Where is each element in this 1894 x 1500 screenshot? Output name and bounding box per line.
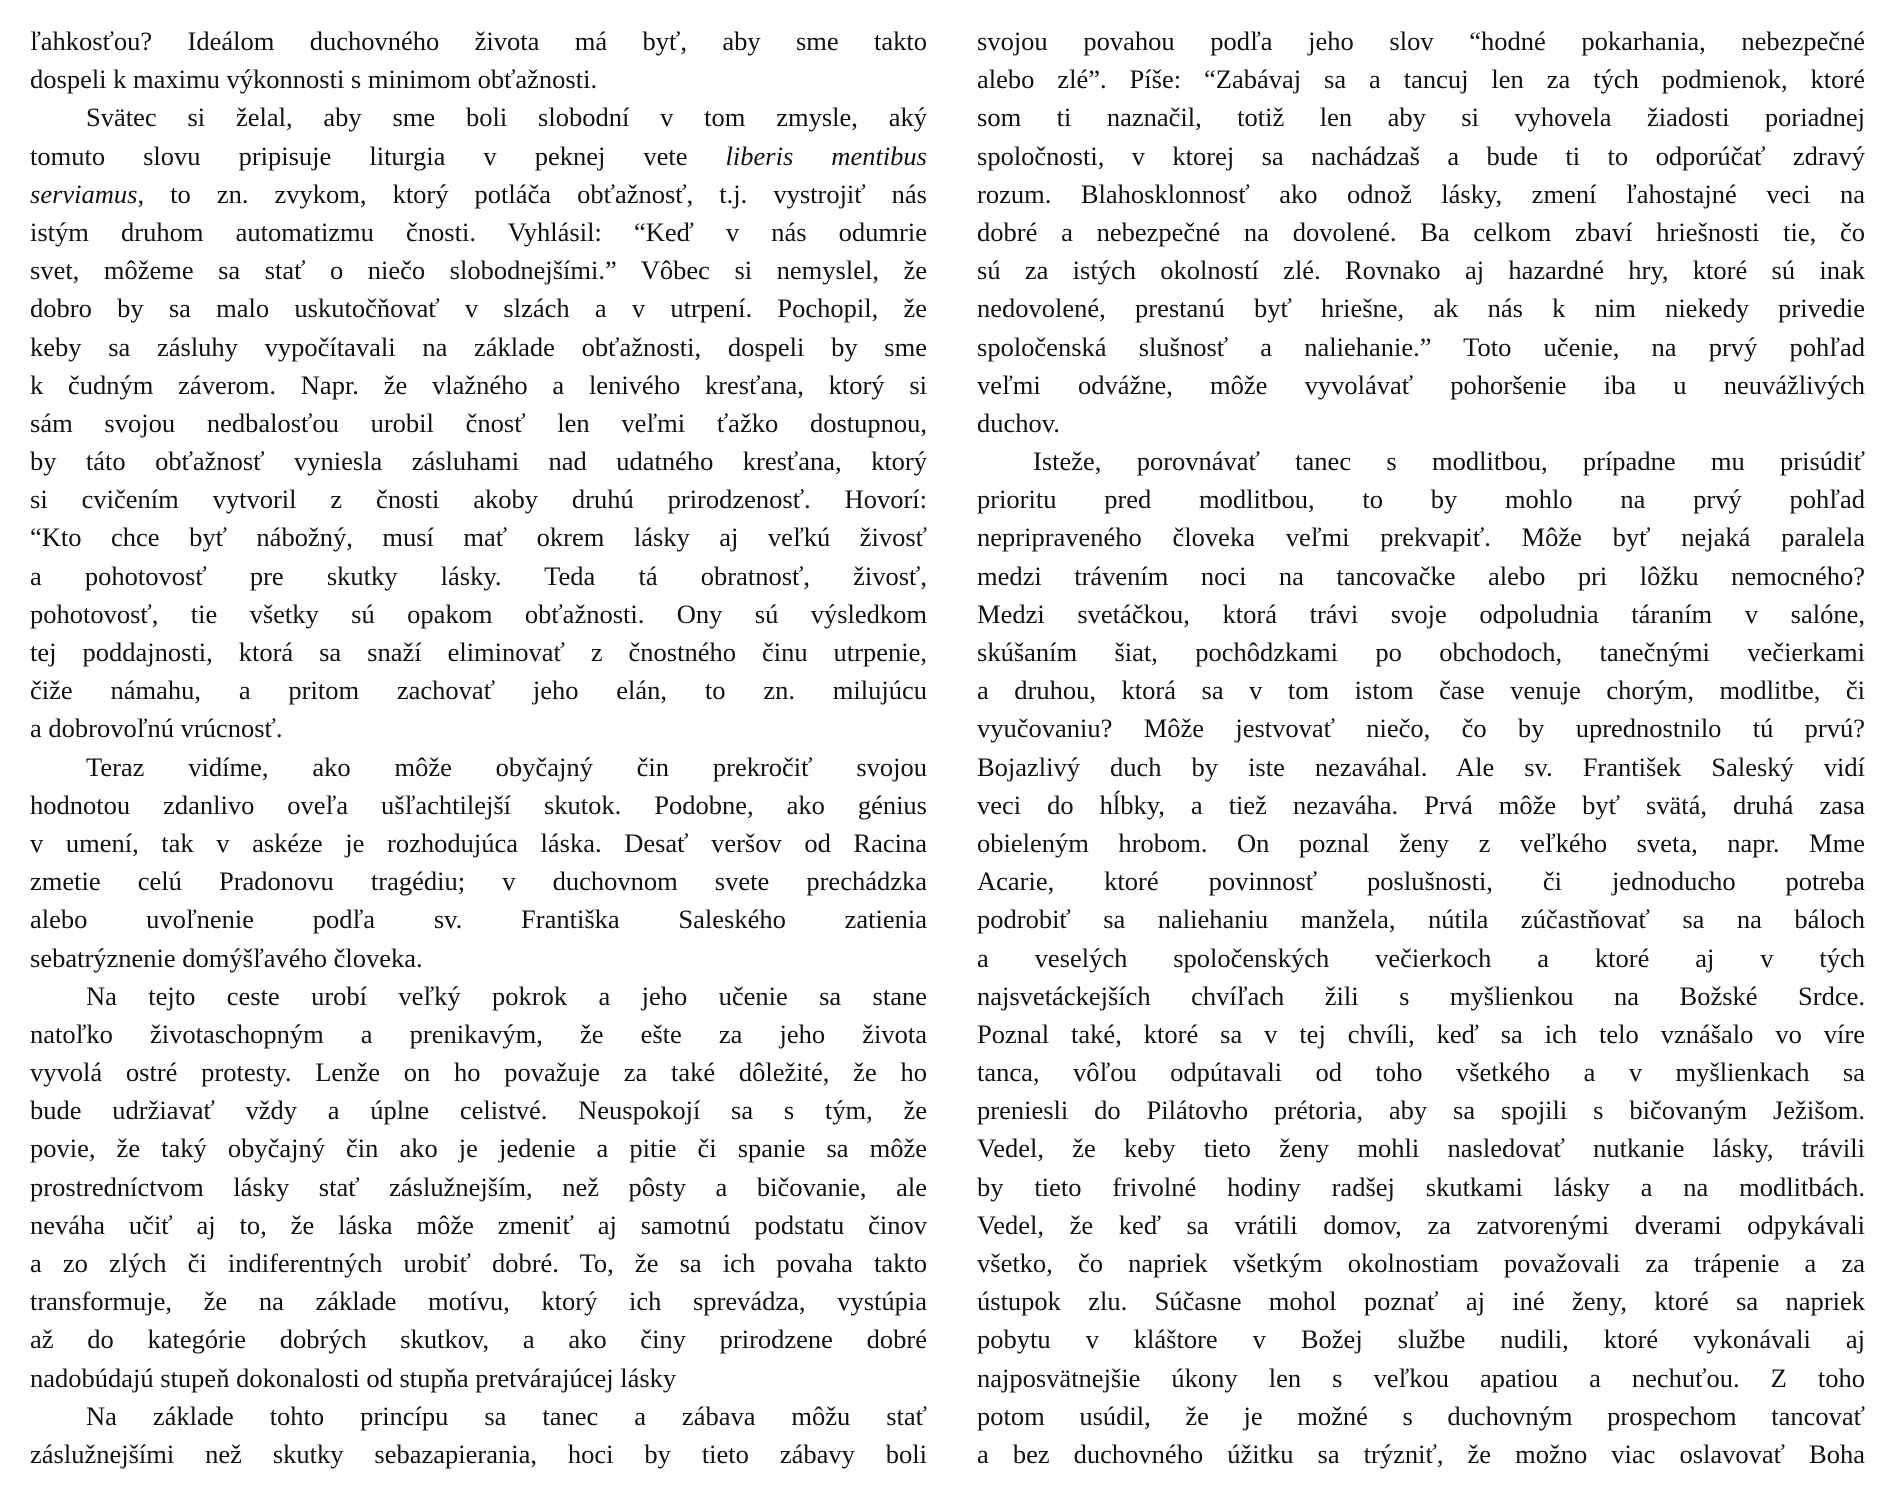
line-text: prostredníctvom lásky stať záslužnejším, než pôsty a bičovanie, ale [30, 1171, 927, 1202]
text-line [30, 366, 927, 404]
text-line [30, 633, 927, 671]
line-text: a veselých spoločenských večierkoch a ktoré aj v tých [977, 942, 1865, 973]
line-text: Na tejto ceste urobí veľký pokrok a jeho učenie sa stane [86, 980, 927, 1011]
text-line [977, 289, 1865, 327]
text-line [977, 137, 1865, 175]
text-line [30, 98, 927, 136]
text-line [977, 1435, 1865, 1473]
line-text: nedovolené, prestanú byť hriešne, ak nás k nim niekedy privedie [977, 293, 1865, 324]
line-text: Vedel, že keď sa vrátili domov, za zatvorenými dverami odpykávali [977, 1209, 1865, 1240]
text-line [977, 60, 1865, 98]
text-line [30, 557, 927, 595]
text-line [30, 1320, 927, 1358]
line-text: keby sa zásluhy vypočítavali na základe obťažnosti, dospeli by sme [30, 331, 927, 362]
line-text: alebo zlé”. Píše: “Zabávaj sa a tancuj len za tých podmienok, ktoré [977, 64, 1865, 95]
line-text: rozum. Blahosklonnosť ako odnož lásky, zmení ľahostajné veci na [977, 178, 1865, 209]
line-text: Isteže, porovnávať tanec s modlitbou, prípadne mu prisúdiť [1033, 446, 1865, 477]
text-line [977, 671, 1865, 709]
italic-phrase: liberis mentibus [725, 140, 927, 171]
line-text: záslužnejšími než skutky sebazapierania, hoci by tieto zábavy boli [30, 1438, 927, 1469]
line-text: svet, môžeme sa stať o niečo slobodnejšími.” Vôbec si nemyslel, že [30, 255, 927, 286]
line-text: sebatrýznenie domýšľavého človeka. [30, 942, 423, 973]
line-text: až do kategórie dobrých skutkov, a ako činy prirodzene dobré [30, 1324, 927, 1355]
text-line [977, 1091, 1865, 1129]
text-line [977, 1320, 1865, 1358]
line-text: nepripraveného človeka veľmi prekvapiť. Môže byť nejaká paralela [977, 522, 1865, 553]
line-text: všetko, čo napriek všetkým okolnostiam považovali za trápenie a za [977, 1248, 1865, 1278]
text-line [30, 824, 927, 862]
line-text: a druhou, ktorá sa v tom istom čase venuje chorým, modlitbe, či [977, 675, 1865, 706]
line-text: spoločnosti, v ktorej sa nachádzaš a bude ti to odporúčať zdravý [977, 140, 1865, 171]
line-text: čiže námahu, a pritom zachovať jeho elán, to zn. milujúcu [30, 675, 927, 706]
text-line [977, 1397, 1865, 1435]
text-line [30, 289, 927, 327]
line-text: povie, že taký obyčajný čin ako je jedenie a pitie či spanie sa môže [30, 1133, 927, 1164]
text-line [30, 1435, 927, 1473]
line-text: natoľko životaschopným a prenikavým, že ešte za jeho života [30, 1018, 927, 1049]
line-text: Medzi svetáčkou, ktorá trávi svoje odpoludnia táraním v salóne, [977, 598, 1865, 629]
text-line [30, 328, 927, 366]
text-line [30, 939, 927, 977]
text-line [30, 480, 927, 518]
line-text: spoločenská slušnosť a naliehanie.” Toto učenie, na prvý pohľad [977, 331, 1865, 362]
text-line [977, 1015, 1865, 1053]
text-line [977, 824, 1865, 862]
text-line [977, 786, 1865, 824]
italic-phrase: serviamus [30, 178, 138, 209]
line-text: skúšaním šiat, pochôdzkami po obchodoch, tanečnými večierkami [977, 637, 1865, 667]
line-text: medzi trávením noci na tancovačke alebo pri lôžku nemocného? [977, 560, 1865, 591]
line-text: , to zn. zvykom, ktorý potláča obťažnosť, t.j. vystrojiť nás [137, 178, 927, 209]
text-line [30, 22, 927, 60]
text-line [977, 22, 1865, 60]
text-line [977, 175, 1865, 213]
text-line [977, 977, 1865, 1015]
text-line [30, 1091, 927, 1129]
line-text: transformuje, že na základe motívu, ktorý ich sprevádza, vystúpia [30, 1286, 927, 1317]
line-text: Na základe tohto princípu sa tanec a zábava môžu stať [86, 1400, 927, 1431]
text-line [30, 1282, 927, 1320]
line-text: a zo zlých či indiferentných urobiť dobré. To, že sa ich povaha takto [30, 1248, 927, 1278]
line-text: potom usúdil, že je možné s duchovným prospechom tancovať [977, 1400, 1865, 1431]
line-text: neváha učiť aj to, že láska môže zmeniť aj samotnú podstatu činov [30, 1209, 927, 1240]
line-text: veci do hĺbky, a tiež nezaváha. Prvá môže byť svätá, druhá zasa [977, 789, 1865, 820]
line-text: bude udržiavať vždy a úplne celistvé. Neuspokojí sa s tým, že [30, 1095, 927, 1126]
right-column [977, 22, 1865, 1473]
line-text: nadobúdajú stupeň dokonalosti od stupňa pretvárajúcej lásky [30, 1362, 677, 1393]
text-line [977, 98, 1865, 136]
text-line [30, 251, 927, 289]
line-text: prioritu pred modlitbou, to by mohlo na prvý pohľad [977, 484, 1865, 515]
text-line [30, 748, 927, 786]
text-line [977, 595, 1865, 633]
text-line [30, 671, 927, 709]
line-text: v umení, tak v askéze je rozhodujúca láska. Desať veršov od Racina [30, 827, 927, 858]
text-line [977, 404, 1865, 442]
text-line [977, 1168, 1865, 1206]
text-line [977, 518, 1865, 556]
text-line [30, 442, 927, 480]
text-line [30, 1053, 927, 1091]
text-line [977, 862, 1865, 900]
text-line [30, 786, 927, 824]
text-line [30, 404, 927, 442]
text-line [30, 900, 927, 938]
line-text: ľahkosťou? Ideálom duchovného života má byť, aby sme takto [30, 26, 927, 56]
line-text: a dobrovoľnú vrúcnosť. [30, 713, 283, 744]
line-text: Acarie, ktoré povinnosť poslušnosti, či jednoducho potreba [977, 866, 1865, 897]
text-line [977, 480, 1865, 518]
text-line [977, 939, 1865, 977]
text-line [30, 1206, 927, 1244]
line-text: alebo uvoľnenie podľa sv. Františka Saleského zatienia [30, 904, 927, 935]
text-line [30, 595, 927, 633]
line-text: preniesli do Pilátovho prétoria, aby sa spojili s bičovaným Ježišom. [977, 1095, 1865, 1126]
line-text: pobytu v kláštore v Božej službe nudili, ktoré vykonávali aj [977, 1324, 1865, 1355]
line-text: najposvätnejšie úkony len s veľkou apatiou a nechuťou. Z toho [977, 1362, 1865, 1393]
text-line [977, 213, 1865, 251]
line-text: a bez duchovného úžitku sa trýzniť, že možno viac oslavovať Boha [977, 1438, 1865, 1469]
text-line [30, 1129, 927, 1167]
line-text: duchov. [977, 407, 1060, 438]
line-text: tomuto slovu pripisuje liturgia v peknej vete [30, 140, 726, 171]
text-line [977, 1359, 1865, 1397]
line-text: dospeli k maximu výkonnosti s minimom obťažnosti. [30, 64, 598, 95]
line-text: veľmi odvážne, môže vyvolávať pohoršenie iba u neuvážlivých [977, 369, 1865, 400]
line-text: Svätec si želal, aby sme boli slobodní v tom zmysle, aký [86, 102, 927, 133]
text-line [977, 557, 1865, 595]
line-text: vyučovaniu? Môže jestvovať niečo, čo by uprednostnilo tú prvú? [977, 713, 1865, 744]
text-line [30, 213, 927, 251]
text-line [977, 1244, 1865, 1282]
text-line [977, 366, 1865, 404]
line-text: podrobiť sa naliehaniu manžela, nútila zúčastňovať sa na báloch [977, 904, 1865, 935]
line-text: ústupok zlu. Súčasne mohol poznať aj iné ženy, ktoré sa napriek [977, 1286, 1865, 1317]
line-text: istým druhom automatizmu čnosti. Vyhlásil: “Keď v nás odumrie [30, 216, 927, 247]
text-line [977, 328, 1865, 366]
line-text: Bojazlivý duch by iste nezaváhal. Ale sv. František Saleský vidí [977, 751, 1865, 782]
line-text: dobré a nebezpečné na dovolené. Ba celkom zbaví hriešnosti tie, čo [977, 216, 1865, 247]
line-text: sám svojou nedbalosťou urobil čnosť len veľmi ťažko dostupnou, [30, 407, 927, 438]
text-line [30, 1015, 927, 1053]
line-text: najsvetáckejších chvíľach žili s myšlienkou na Božské Srdce. [977, 980, 1865, 1011]
line-text: som ti naznačil, totiž len aby si vyhovela žiadosti poriadnej [977, 102, 1865, 133]
line-text: pohotovosť, tie všetky sú opakom obťažnosti. Ony sú výsledkom [30, 598, 927, 629]
text-line [30, 1244, 927, 1282]
left-column [30, 22, 927, 1473]
text-line [30, 862, 927, 900]
text-line [30, 1397, 927, 1435]
line-text: obieleným hrobom. On poznal ženy z veľkého sveta, napr. Mme [977, 827, 1865, 858]
text-line [30, 977, 927, 1015]
text-line [30, 1168, 927, 1206]
text-line [30, 60, 927, 98]
text-line [30, 709, 927, 747]
text-line [30, 518, 927, 556]
line-text: zmetie celú Pradonovu tragédiu; v duchovnom svete prechádzka [30, 866, 927, 897]
text-line [977, 442, 1865, 480]
line-text: vyvolá ostré protesty. Lenže on ho považuje za také dôležité, že ho [30, 1057, 927, 1088]
text-line [977, 1206, 1865, 1244]
line-text: k čudným záverom. Napr. že vlažného a lenivého kresťana, ktorý si [30, 369, 927, 400]
text-line [977, 900, 1865, 938]
text-line [977, 251, 1865, 289]
line-text: Teraz vidíme, ako môže obyčajný čin prekročiť svojou [86, 751, 927, 782]
line-text: svojou povahou podľa jeho slov “hodné pokarhania, nebezpečné [977, 26, 1865, 56]
text-line [977, 748, 1865, 786]
line-text: sú za istých okolností zlé. Rovnako aj hazardné hry, ktoré sú inak [977, 255, 1865, 286]
line-text: si cvičením vytvoril z čnosti akoby druhú prirodzenosť. Hovorí: [30, 484, 927, 515]
line-text: by táto obťažnosť vyniesla zásluhami nad udatného kresťana, ktorý [30, 446, 927, 477]
text-line [977, 1053, 1865, 1091]
line-text: by tieto frivolné hodiny radšej skutkami lásky a na modlitbách. [977, 1171, 1865, 1202]
text-line [977, 1282, 1865, 1320]
line-text: tanca, vôľou odpútavali od toho všetkého a v myšlienkach sa [977, 1057, 1865, 1088]
text-line [30, 1359, 927, 1397]
text-line [977, 1129, 1865, 1167]
text-line [977, 633, 1865, 671]
line-text: tej poddajnosti, ktorá sa snaží eliminovať z čnostného činu utrpenie, [30, 637, 927, 667]
line-text: “Kto chce byť nábožný, musí mať okrem lásky aj veľkú živosť [30, 522, 927, 553]
line-text: Vedel, že keby tieto ženy mohli nasledovať nutkanie lásky, trávili [977, 1133, 1865, 1164]
line-text: Poznal také, ktoré sa v tej chvíli, keď sa ich telo vznášalo vo víre [977, 1018, 1865, 1049]
line-text: hodnotou zdanlivo oveľa ušľachtilejší skutok. Podobne, ako génius [30, 789, 927, 820]
line-text: dobro by sa malo uskutočňovať v slzách a v utrpení. Pochopil, že [30, 293, 927, 324]
text-line [30, 175, 927, 213]
line-text: a pohotovosť pre skutky lásky. Teda tá obratnosť, živosť, [30, 560, 927, 591]
text-line [30, 137, 927, 175]
text-line [977, 709, 1865, 747]
